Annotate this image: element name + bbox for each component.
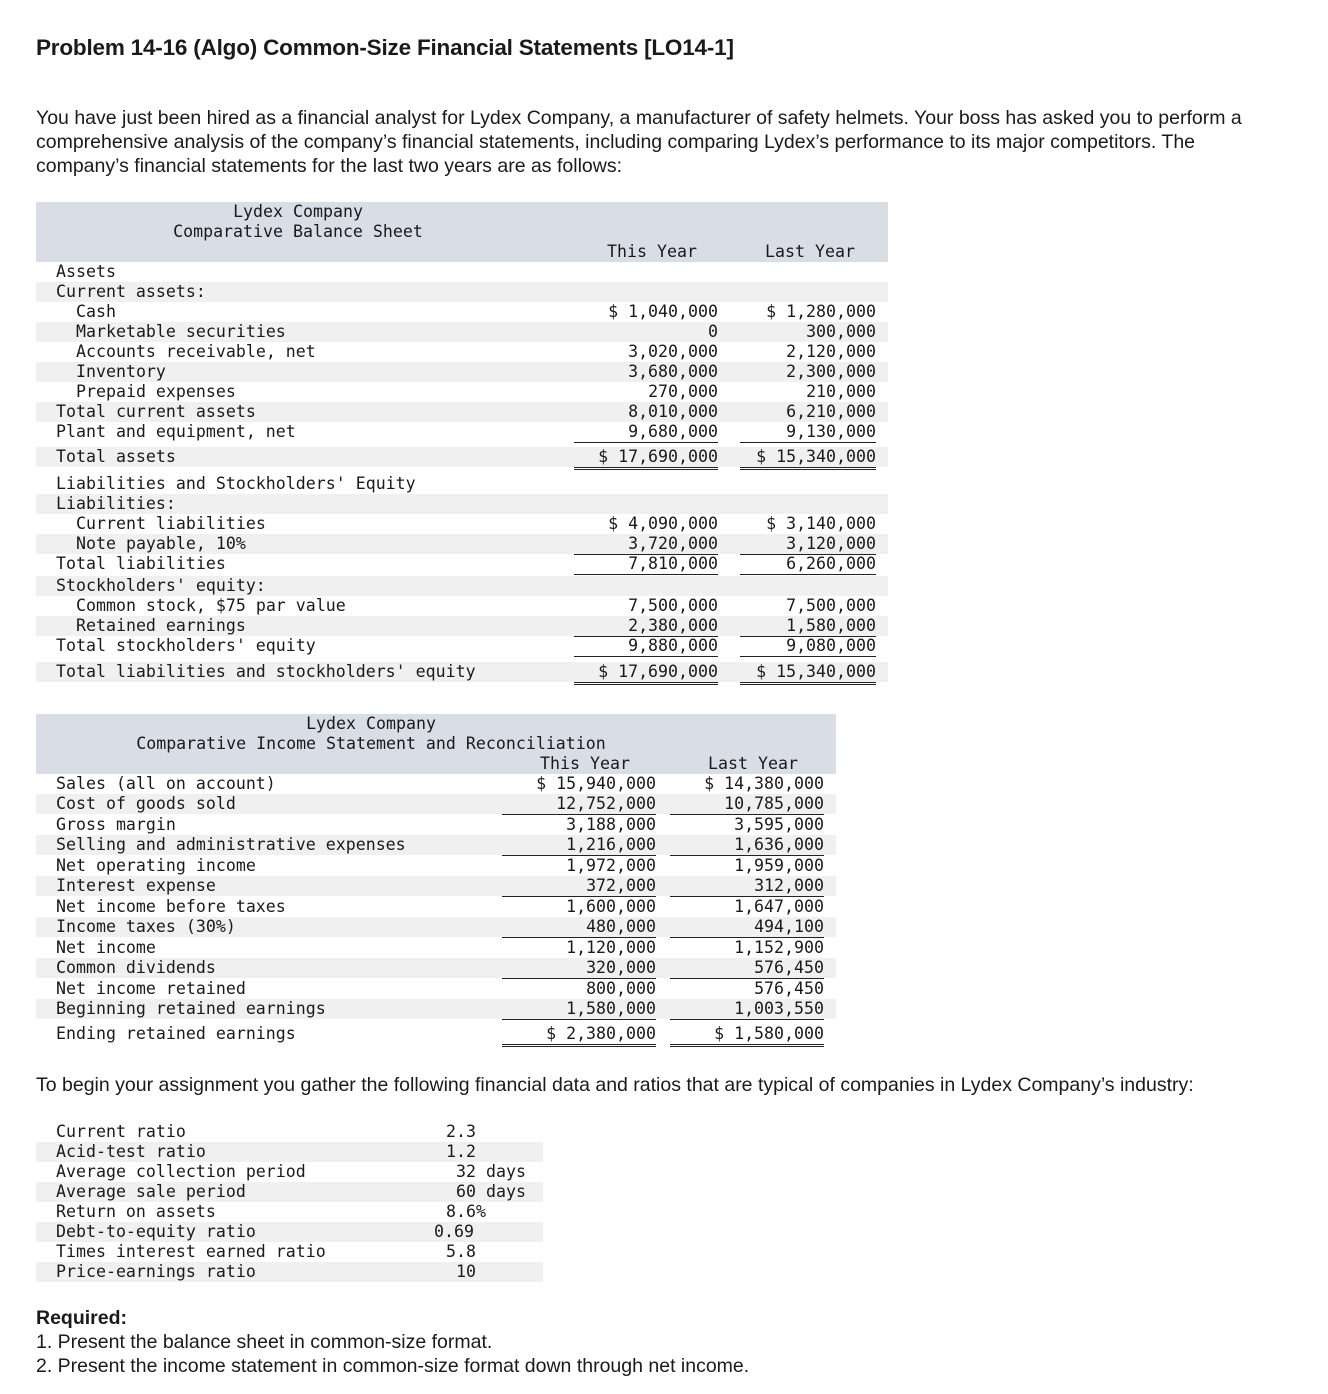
income-statement-row: [36, 938, 836, 958]
balance-sheet-last-year-value: 300,000: [806, 322, 876, 341]
income-statement-row: [36, 897, 836, 917]
balance-sheet-row: [36, 422, 888, 442]
industry-ratio-label: Times interest earned ratio: [56, 1242, 326, 1261]
balance-sheet-title: Comparative Balance Sheet: [173, 222, 423, 241]
income-statement-row: [36, 999, 836, 1019]
balance-sheet-row: [36, 342, 888, 362]
balance-sheet-row-label: Note payable, 10%: [76, 534, 246, 553]
industry-ratio-label: Average sale period: [56, 1182, 246, 1201]
industry-ratio-row: [36, 1122, 543, 1142]
industry-ratio-row: [36, 1182, 543, 1202]
industry-ratio-value: 2.3: [446, 1122, 476, 1141]
income-statement-col-last-year: Last Year: [708, 754, 798, 773]
balance-sheet-this-year-value: 3,020,000: [628, 342, 718, 361]
balance-sheet-this-year-value: $ 17,690,000: [574, 662, 718, 685]
required-heading: Required:: [36, 1307, 128, 1329]
balance-sheet-row-label: Total liabilities and stockholders' equity: [56, 662, 476, 681]
income-statement-row: [36, 815, 836, 835]
required-item-1: 1. Present the balance sheet in common-size format.: [36, 1331, 493, 1353]
balance-sheet-row: [36, 534, 888, 554]
balance-sheet-this-year-value: 3,680,000: [628, 362, 718, 381]
industry-ratio-label: Current ratio: [56, 1122, 186, 1141]
income-statement-last-year-value: 3,595,000: [734, 815, 824, 834]
income-statement-row-label: Sales (all on account): [56, 774, 276, 793]
balance-sheet-last-year-value: 2,300,000: [786, 362, 876, 381]
income-statement-last-year-value: 576,450: [754, 979, 824, 998]
balance-sheet-last-year-value: 2,120,000: [786, 342, 876, 361]
balance-sheet-row: [36, 554, 888, 574]
balance-sheet-row-label: Common stock, $75 par value: [76, 596, 346, 615]
income-statement-last-year-value: 1,647,000: [734, 897, 824, 916]
balance-sheet-row: [36, 282, 888, 302]
balance-sheet-row-label: Retained earnings: [76, 616, 246, 635]
balance-sheet-row-label: Inventory: [76, 362, 166, 381]
industry-ratio-row: [36, 1202, 543, 1222]
required-item-2: 2. Present the income statement in common-size format down through net income.: [36, 1355, 750, 1377]
balance-sheet-this-year-value: 7,500,000: [628, 596, 718, 615]
income-statement-row: [36, 979, 836, 999]
income-statement-row-label: Beginning retained earnings: [56, 999, 326, 1018]
income-statement-this-year-value: 480,000: [502, 917, 656, 938]
industry-ratio-label: Acid-test ratio: [56, 1142, 206, 1161]
balance-sheet-row-label: Total liabilities: [56, 554, 226, 573]
industry-ratio-label: Return on assets: [56, 1202, 216, 1221]
industry-ratio-row: [36, 1242, 543, 1262]
income-statement-row: [36, 1024, 836, 1044]
balance-sheet-last-year-value: $ 15,340,000: [740, 447, 876, 470]
income-statement-company: Lydex Company: [306, 714, 436, 733]
income-statement-this-year-value: 1,972,000: [566, 856, 656, 875]
income-statement-row-label: Interest expense: [56, 876, 216, 895]
income-statement-row: [36, 835, 836, 855]
balance-sheet-row: [36, 322, 888, 342]
income-statement-this-year-value: 1,580,000: [502, 999, 656, 1020]
balance-sheet-row: [36, 494, 888, 514]
income-statement-this-year-value: 800,000: [586, 979, 656, 998]
balance-sheet-company: Lydex Company: [233, 202, 363, 221]
balance-sheet-row-label: Current liabilities: [76, 514, 266, 533]
industry-ratio-value: 8.6%: [446, 1202, 486, 1221]
income-statement-last-year-value: 10,785,000: [670, 794, 824, 815]
balance-sheet-row: [36, 474, 888, 494]
balance-sheet-this-year-value: 8,010,000: [628, 402, 718, 421]
balance-sheet-row: [36, 662, 888, 682]
income-statement-last-year-value: 1,636,000: [670, 835, 824, 856]
income-statement-row: [36, 876, 836, 896]
income-statement-this-year-value: 3,188,000: [566, 815, 656, 834]
balance-sheet-this-year-value: $ 4,090,000: [608, 514, 718, 533]
balance-sheet-col-this-year: This Year: [607, 242, 697, 261]
balance-sheet-row: [36, 514, 888, 534]
balance-sheet-this-year-value: 2,380,000: [574, 616, 718, 637]
balance-sheet-row-label: Liabilities:: [56, 494, 176, 513]
income-statement-row-label: Net operating income: [56, 856, 256, 875]
balance-sheet-last-year-value: 210,000: [740, 382, 876, 403]
income-statement-last-year-value: $ 14,380,000: [704, 774, 824, 793]
industry-ratio-value: 0.69: [434, 1222, 474, 1241]
balance-sheet-row: [36, 596, 888, 616]
income-statement-row-label: Net income before taxes: [56, 897, 286, 916]
balance-sheet-last-year-value: $ 1,280,000: [766, 302, 876, 321]
balance-sheet-last-year-value: 6,210,000: [786, 402, 876, 421]
balance-sheet-last-year-value: 6,260,000: [740, 554, 876, 575]
income-statement-row: [36, 774, 836, 794]
industry-ratio-label: Average collection period: [56, 1162, 306, 1181]
income-statement-last-year-value: $ 1,580,000: [670, 1024, 824, 1047]
balance-sheet-row-label: Cash: [76, 302, 116, 321]
balance-sheet-row-label: Total stockholders' equity: [56, 636, 316, 655]
balance-sheet-last-year-value: $ 3,140,000: [766, 514, 876, 533]
balance-sheet-last-year-value: 9,080,000: [740, 636, 876, 657]
industry-ratios-table: [36, 1122, 543, 1284]
income-statement-last-year-value: 494,100: [670, 917, 824, 938]
income-statement-this-year-value: 372,000: [502, 876, 656, 897]
industry-ratio-row: [36, 1222, 543, 1242]
balance-sheet-this-year-value: 0: [708, 322, 718, 341]
income-statement-last-year-value: 1,003,550: [670, 999, 824, 1020]
balance-sheet-row: [36, 616, 888, 636]
industry-ratio-value: 32 days: [456, 1162, 526, 1181]
industry-ratio-row: [36, 1142, 543, 1162]
industry-ratio-value: 10: [456, 1262, 476, 1281]
balance-sheet-last-year-value: 1,580,000: [740, 616, 876, 637]
balance-sheet-row-label: Stockholders' equity:: [56, 576, 266, 595]
income-statement-table: [36, 714, 836, 1050]
page-title: Problem 14-16 (Algo) Common-Size Financial Statements [LO14-1]: [36, 35, 734, 60]
income-statement-row-label: Net income: [56, 938, 156, 957]
balance-sheet-row: [36, 576, 888, 596]
income-statement-this-year-value: 1,216,000: [502, 835, 656, 856]
balance-sheet-row: [36, 447, 888, 467]
income-statement-row: [36, 958, 836, 978]
industry-ratio-label: Price-earnings ratio: [56, 1262, 256, 1281]
balance-sheet-row-label: Prepaid expenses: [76, 382, 236, 401]
balance-sheet-row: [36, 362, 888, 382]
intro-paragraph: You have just been hired as a financial analyst for Lydex Company, a manufacturer of safety helmets. Your boss has asked you to perform a comprehensive analysis of the company’s financial statements, including comparing Lydex’s performance to its major competitors. The company’s financial statements for the last two years are as follows:: [36, 107, 1242, 177]
income-statement-row: [36, 794, 836, 814]
balance-sheet-row: [36, 402, 888, 422]
balance-sheet-row-label: Current assets:: [56, 282, 206, 301]
balance-sheet-this-year-value: $ 1,040,000: [608, 302, 718, 321]
industry-ratio-label: Debt-to-equity ratio: [56, 1222, 256, 1241]
income-statement-last-year-value: 312,000: [670, 876, 824, 897]
income-statement-row-label: Gross margin: [56, 815, 176, 834]
balance-sheet-last-year-value: 7,500,000: [786, 596, 876, 615]
balance-sheet-row-label: Liabilities and Stockholders' Equity: [56, 474, 416, 493]
industry-ratio-row: [36, 1162, 543, 1182]
income-statement-row-label: Ending retained earnings: [56, 1024, 296, 1043]
balance-sheet-row-label: Marketable securities: [76, 322, 286, 341]
industry-intro: To begin your assignment you gather the following financial data and ratios that are typical of companies in Lydex Company’s industry:: [36, 1074, 1194, 1096]
income-statement-last-year-value: 1,959,000: [734, 856, 824, 875]
income-statement-last-year-value: 1,152,900: [734, 938, 824, 957]
income-statement-title: Comparative Income Statement and Reconciliation: [136, 734, 606, 753]
balance-sheet-row-label: Plant and equipment, net: [56, 422, 296, 441]
balance-sheet-row: [36, 302, 888, 322]
balance-sheet-row-label: Assets: [56, 262, 116, 281]
income-statement-this-year-value: 1,120,000: [566, 938, 656, 957]
income-statement-row-label: Net income retained: [56, 979, 246, 998]
required-section: [36, 1306, 749, 1378]
balance-sheet-this-year-value: 9,680,000: [574, 422, 718, 443]
balance-sheet-last-year-value: 3,120,000: [740, 534, 876, 555]
income-statement-col-this-year: This Year: [540, 754, 630, 773]
balance-sheet-col-last-year: Last Year: [765, 242, 855, 261]
industry-ratio-value: 60 days: [456, 1182, 526, 1201]
balance-sheet-this-year-value: 7,810,000: [574, 554, 718, 575]
balance-sheet-table: [36, 202, 888, 692]
balance-sheet-row: [36, 636, 888, 656]
income-statement-last-year-value: 576,450: [670, 958, 824, 979]
balance-sheet-this-year-value: 270,000: [574, 382, 718, 403]
income-statement-row-label: Selling and administrative expenses: [56, 835, 406, 854]
income-statement-this-year-value: $ 15,940,000: [536, 774, 656, 793]
income-statement-this-year-value: 1,600,000: [566, 897, 656, 916]
income-statement-row-label: Income taxes (30%): [56, 917, 236, 936]
balance-sheet-row-label: Total assets: [56, 447, 176, 466]
income-statement-row: [36, 917, 836, 937]
industry-ratio-row: [36, 1262, 543, 1282]
balance-sheet-last-year-value: $ 15,340,000: [740, 662, 876, 685]
industry-ratio-value: 5.8: [446, 1242, 476, 1261]
balance-sheet-this-year-value: 9,880,000: [574, 636, 718, 657]
income-statement-this-year-value: $ 2,380,000: [502, 1024, 656, 1047]
income-statement-this-year-value: 320,000: [502, 958, 656, 979]
balance-sheet-this-year-value: $ 17,690,000: [574, 447, 718, 470]
income-statement-row-label: Common dividends: [56, 958, 216, 977]
balance-sheet-row-label: Accounts receivable, net: [76, 342, 316, 361]
balance-sheet-row-label: Total current assets: [56, 402, 256, 421]
industry-ratio-value: 1.2: [446, 1142, 476, 1161]
balance-sheet-row: [36, 382, 888, 402]
income-statement-row: [36, 856, 836, 876]
income-statement-this-year-value: 12,752,000: [502, 794, 656, 815]
income-statement-row-label: Cost of goods sold: [56, 794, 236, 813]
balance-sheet-this-year-value: 3,720,000: [574, 534, 718, 555]
balance-sheet-row: [36, 262, 888, 282]
balance-sheet-last-year-value: 9,130,000: [740, 422, 876, 443]
